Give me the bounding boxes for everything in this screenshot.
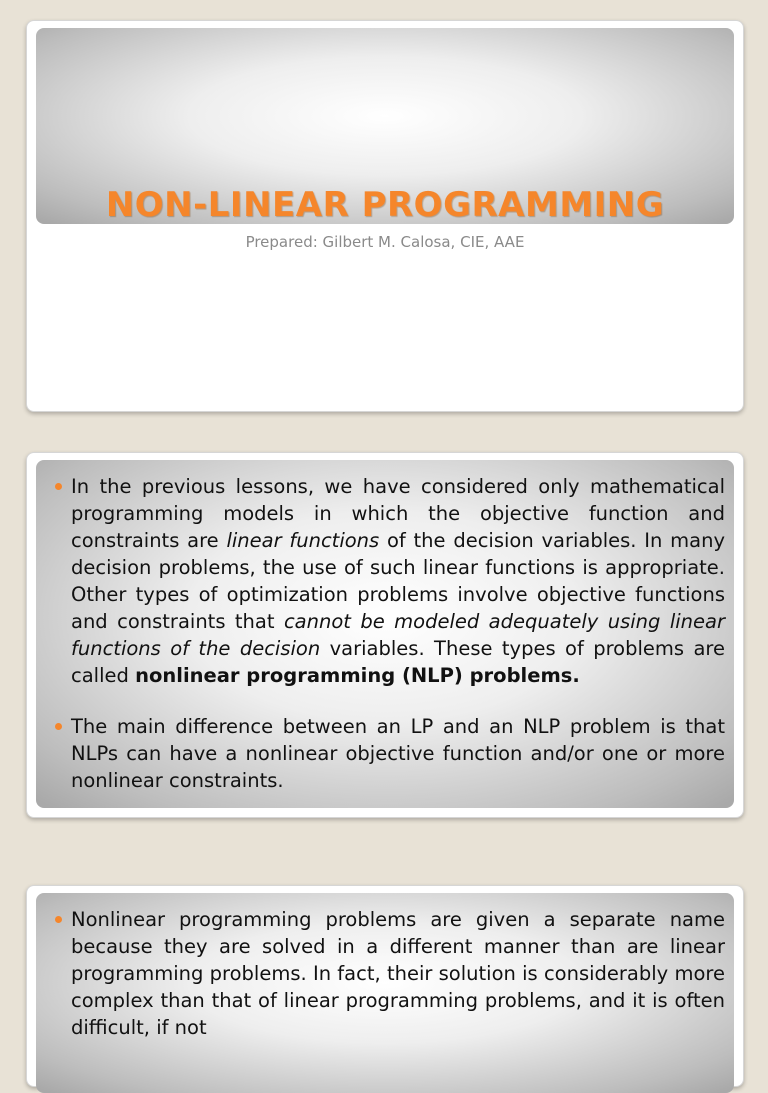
bullet-dot-icon xyxy=(55,483,62,490)
slide-title-heading: NON-LINEAR PROGRAMMING xyxy=(105,185,665,225)
bullet-text: The main difference between an LP and an NLP problem is that NLPs can have a nonlinear objective function and/or one or more nonlinear constraints. xyxy=(71,715,725,792)
bullet-item xyxy=(55,906,725,1041)
bullet-dot-icon xyxy=(55,723,62,730)
bullet-item xyxy=(55,473,725,689)
bullet-text: Nonlinear programming problems are given a separate name because they are solved in a different manner than are linear programming problems. In fact, their solution is considerably more complex than that of linear programming problems, and it is often difficult, if not xyxy=(71,908,725,1039)
bullet-strong: nonlinear programming (NLP) problems. xyxy=(135,664,580,687)
bullet-text: variables. These types of problems are called xyxy=(71,637,725,687)
slide-intro xyxy=(26,452,744,818)
bullet-list xyxy=(55,473,725,818)
bullet-list xyxy=(55,906,725,1065)
bullet-text: of the decision variables. In many decision problems, the use of such linear functions is appropriate. Other types of optimization problems involve objective functions and constraints that xyxy=(71,529,725,633)
slide-subtitle: Prepared: Gilbert M. Calosa, CIE, AAE xyxy=(245,233,525,251)
bullet-emphasis: cannot be modeled adequately using linear functions of the decision xyxy=(71,610,725,660)
bullet-emphasis: linear functions xyxy=(226,529,380,552)
bullet-text: In the previous lessons, we have considered only mathematical programming models in which the objective function and constraints are xyxy=(71,475,725,552)
bullet-item xyxy=(55,713,725,794)
bullet-dot-icon xyxy=(55,916,62,923)
slide-nlp-details xyxy=(26,885,744,1087)
slide-title xyxy=(26,20,744,412)
